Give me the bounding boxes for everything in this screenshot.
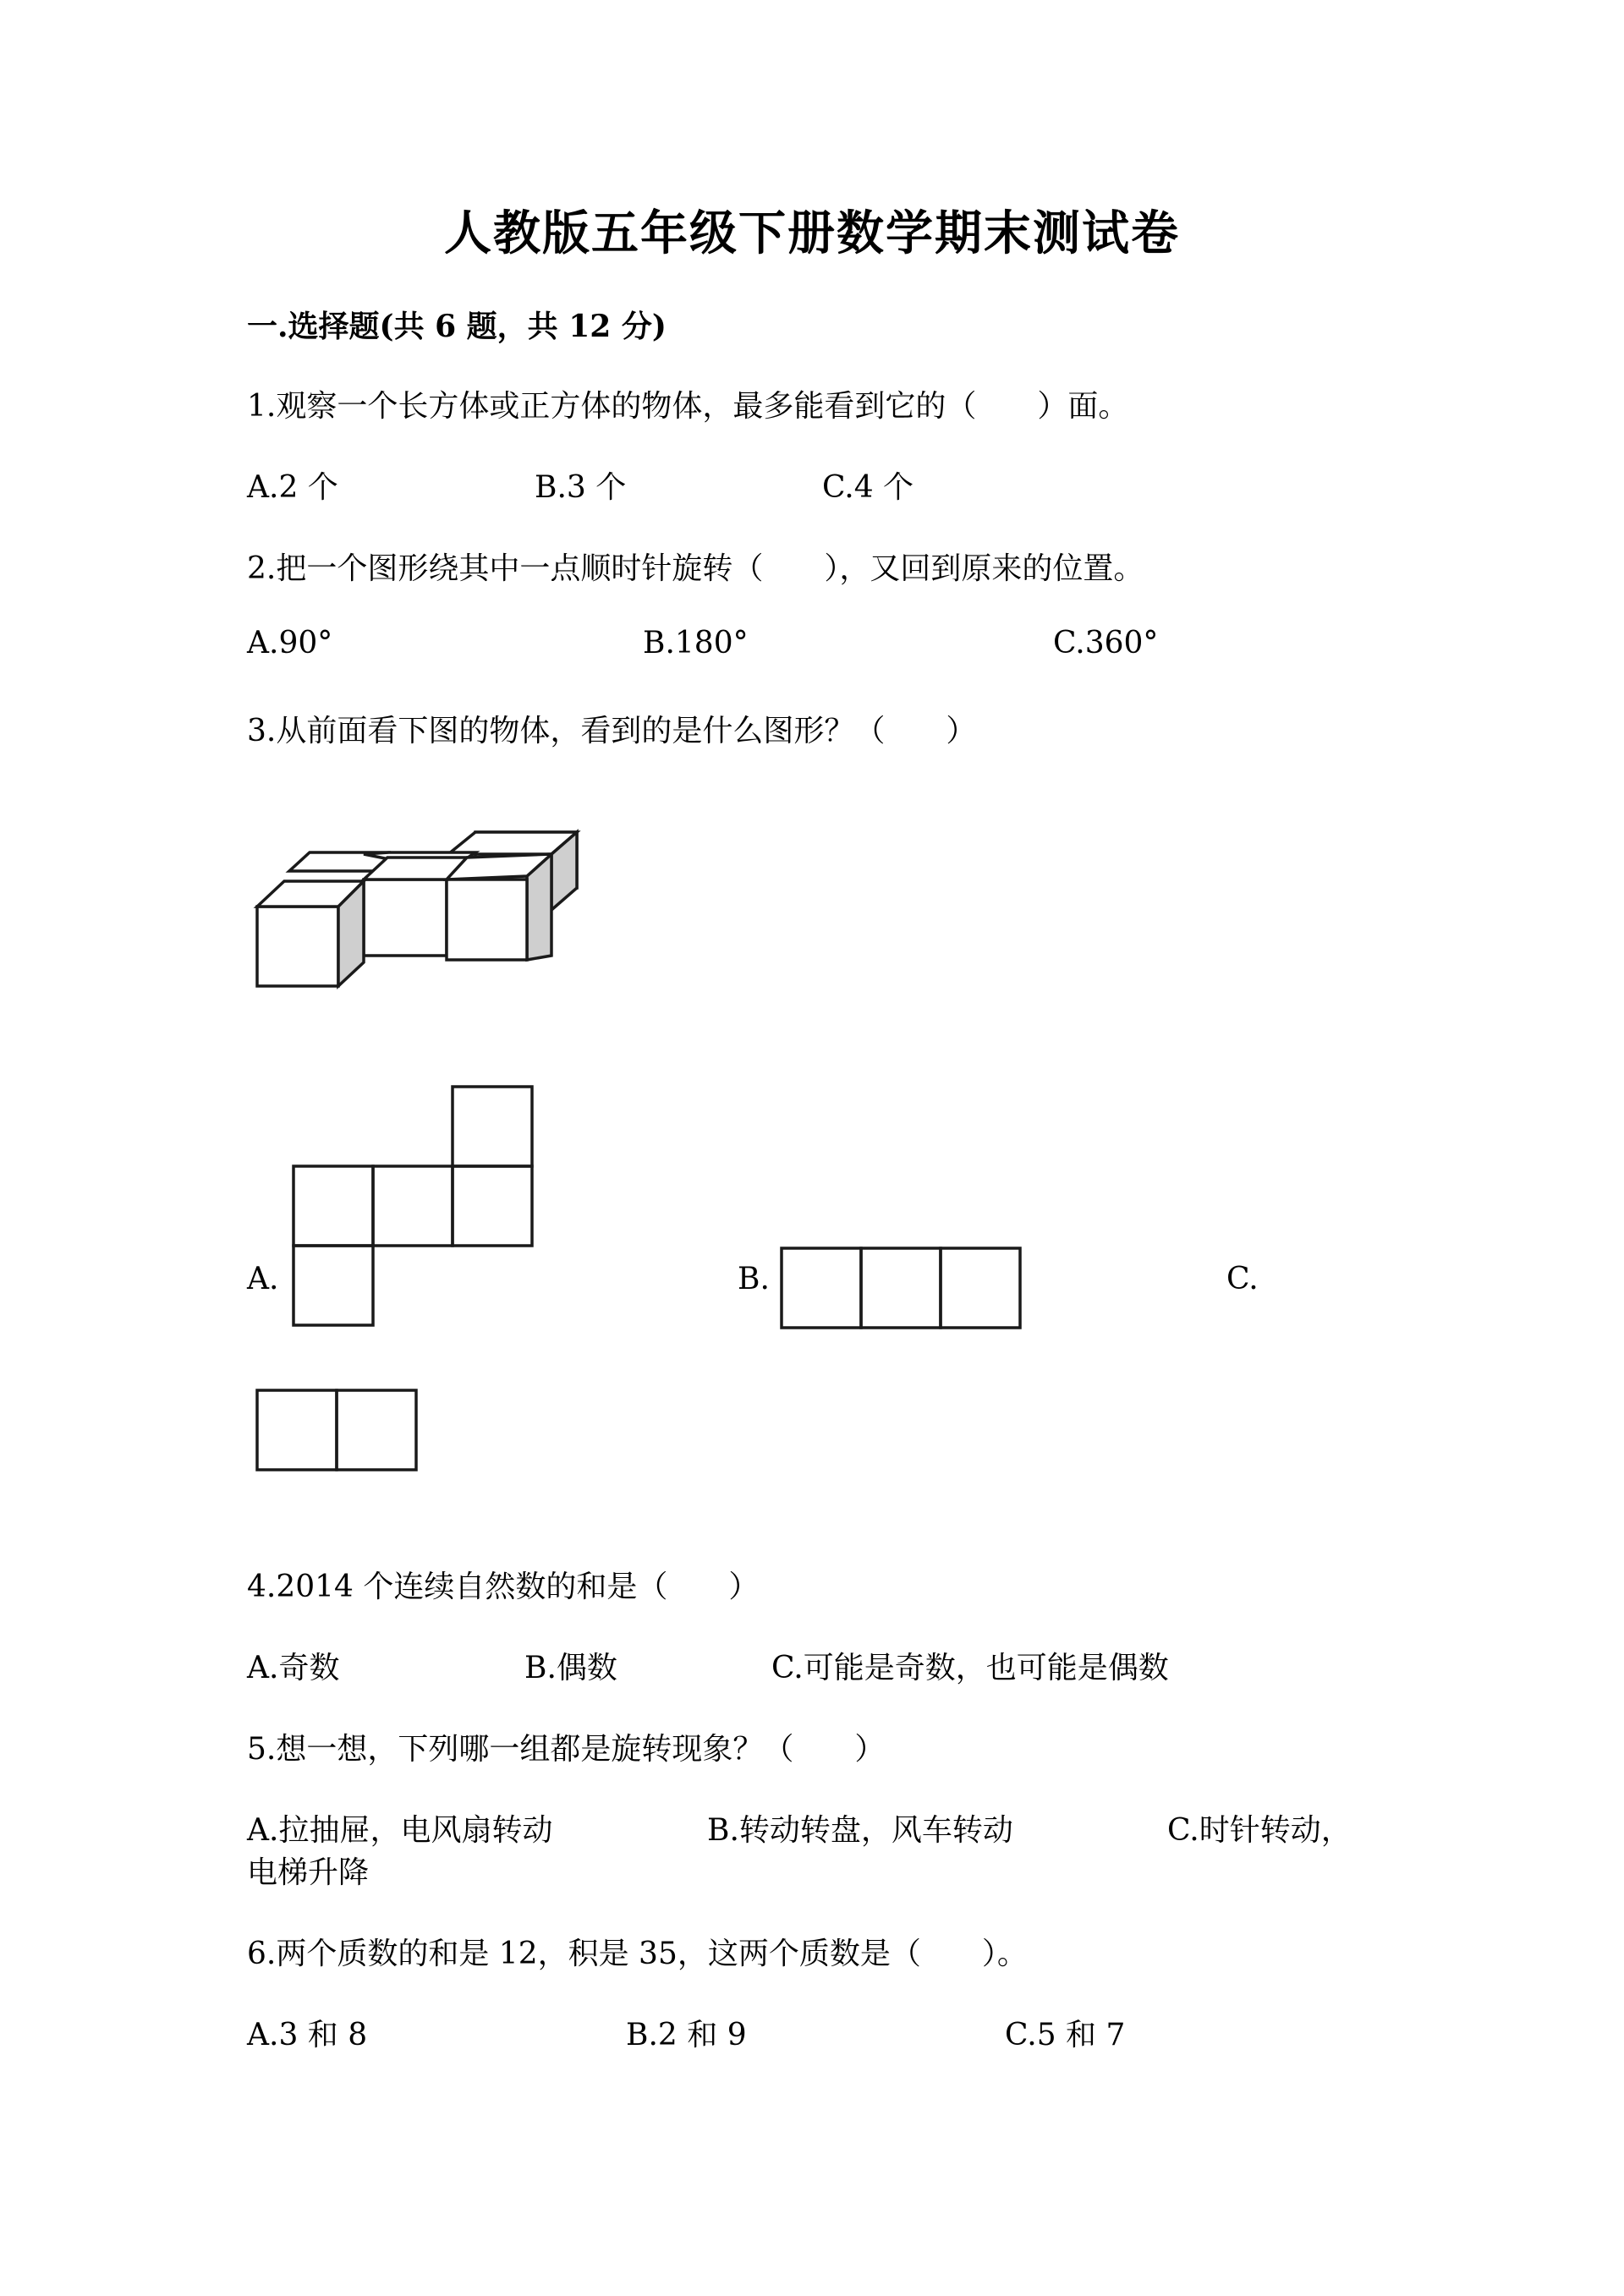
middle-cube-1-front [364, 879, 447, 956]
question-5-option-b[interactable]: B.转动转盘，风车转动 [707, 1813, 1013, 1848]
option-b-square-2 [861, 1248, 941, 1328]
option-c-figure[interactable] [254, 1387, 423, 1475]
question-4-option-b[interactable]: B.偶数 [524, 1651, 617, 1685]
question-5-option-c[interactable]: C.时针转动， [1167, 1813, 1352, 1848]
option-b-figure[interactable] [778, 1245, 1029, 1333]
question-4-text: 4.2014 个连续自然数的和是（ ） [247, 1570, 760, 1604]
option-a-figure[interactable] [288, 1082, 538, 1336]
question-3-option-c[interactable]: C. [1226, 1262, 1259, 1296]
option-a-square-3 [453, 1166, 532, 1246]
question-3-option-a[interactable]: A. [247, 1262, 279, 1296]
question-2-option-c[interactable]: C.360° [1053, 626, 1159, 660]
question-1-option-b[interactable]: B.3 个 [535, 470, 627, 505]
question-6-option-a[interactable]: A.3 和 8 [247, 2018, 368, 2052]
option-a-square-top [453, 1087, 532, 1166]
option-c-square-1 [257, 1390, 337, 1470]
question-6-option-b[interactable]: B.2 和 9 [626, 2018, 747, 2052]
option-a-square-2 [373, 1166, 453, 1246]
question-1-option-c[interactable]: C.4 个 [822, 470, 914, 505]
cube-stack-figure [245, 820, 601, 998]
question-2-option-b[interactable]: B.180° [643, 626, 749, 660]
question-2-text: 2.把一个图形绕其中一点顺时针旋转（ ），又回到原来的位置。 [247, 551, 1144, 586]
question-5-option-a[interactable]: A.拉抽屉，电风扇转动 [247, 1813, 553, 1848]
question-5-text: 5.想一想，下列哪一组都是旋转现象？（ ） [247, 1732, 886, 1767]
page-title: 人教版五年级下册数学期末测试卷 [444, 205, 1180, 261]
question-3-option-b[interactable]: B. [738, 1262, 770, 1296]
question-4-option-a[interactable]: A.奇数 [247, 1651, 340, 1685]
option-c-square-2 [337, 1390, 416, 1470]
question-6-text: 6.两个质数的和是 12，积是 35，这两个质数是（ ）。 [247, 1937, 1028, 1971]
option-b-square-3 [941, 1248, 1020, 1328]
question-3-text: 3.从前面看下图的物体，看到的是什么图形？（ ） [247, 714, 977, 748]
question-4-option-c[interactable]: C.可能是奇数，也可能是偶数 [771, 1651, 1169, 1685]
question-6-option-c[interactable]: C.5 和 7 [1005, 2018, 1126, 2052]
option-a-square-1 [294, 1166, 373, 1246]
option-a-square-bottom [294, 1246, 373, 1325]
question-1-option-a[interactable]: A.2 个 [247, 470, 338, 505]
question-1-text: 1.观察一个长方体或正方体的物体，最多能看到它的（ ）面。 [247, 389, 1129, 424]
middle-cube-2-front [447, 879, 527, 960]
question-2-option-a[interactable]: A.90° [247, 626, 333, 660]
section-heading: 一.选择题(共 6 题，共 12 分) [247, 309, 667, 344]
option-b-square-1 [782, 1248, 861, 1328]
front-cube-front-face [257, 907, 338, 986]
question-5-option-c-continued: 电梯升降 [247, 1855, 370, 1890]
